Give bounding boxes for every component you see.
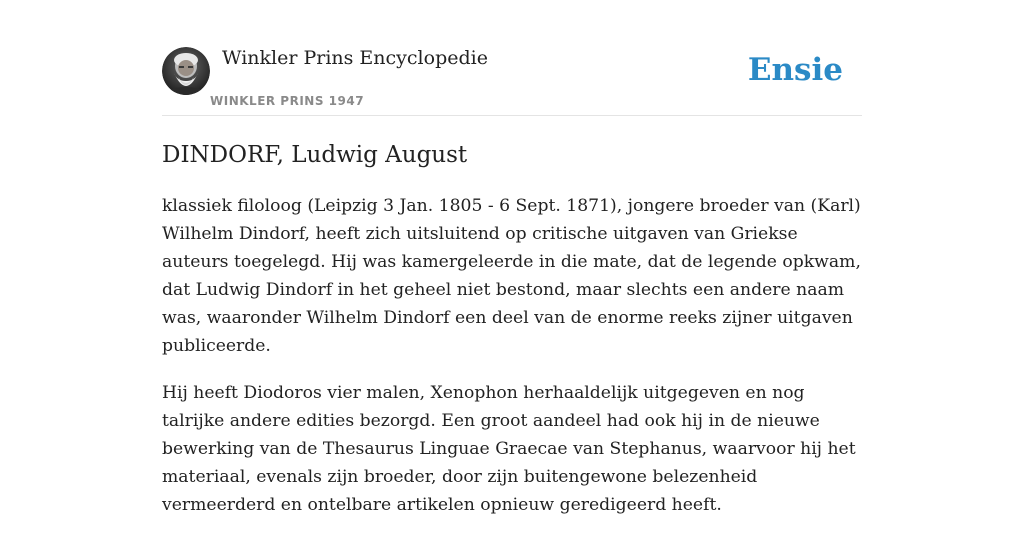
- article-paragraph: klassiek filoloog (Leipzig 3 Jan. 1805 - 6 Sept. 1871), jongere broeder van (Karl) Wilhelm Dindorf, heeft zich uitsluitend op critische uitgaven van Griekse auteurs toegelegd. Hij was kamergeleerde in die mate, dat de legende opkwam, dat Ludwig Dindorf in het geheel niet bestond, maar slechts een andere naam was, waaronder Wilhelm Dindorf een deel van de enorme reeks zijner uitgaven publiceerde.: [162, 196, 861, 356]
- edition-label: WINKLER PRINS 1947: [210, 94, 365, 108]
- article-title: DINDORF, Ludwig August: [162, 142, 468, 168]
- ensie-logo[interactable]: Ensie: [747, 52, 843, 88]
- site-header: [162, 0, 862, 116]
- article-paragraph: Hij heeft Diodoros vier malen, Xenophon herhaaldelijk uitgegeven en nog talrijke andere edities bezorgd. Een groot aandeel had ook hij in de nieuwe bewerking van de Thesaurus Linguae Graecae van Stephanus, waarvoor hij het materiaal, evenals zijn broeder, door zijn buitengewone belezenheid vermeerderd en ontelbare artikelen opnieuw geredigeerd heeft.: [162, 383, 856, 515]
- page: [162, 0, 862, 515]
- publisher-name[interactable]: Winkler Prins Encyclopedie: [222, 47, 488, 69]
- publisher-avatar[interactable]: [162, 47, 210, 95]
- article-body: [162, 192, 862, 538]
- bearded-man-portrait-icon: [162, 47, 210, 95]
